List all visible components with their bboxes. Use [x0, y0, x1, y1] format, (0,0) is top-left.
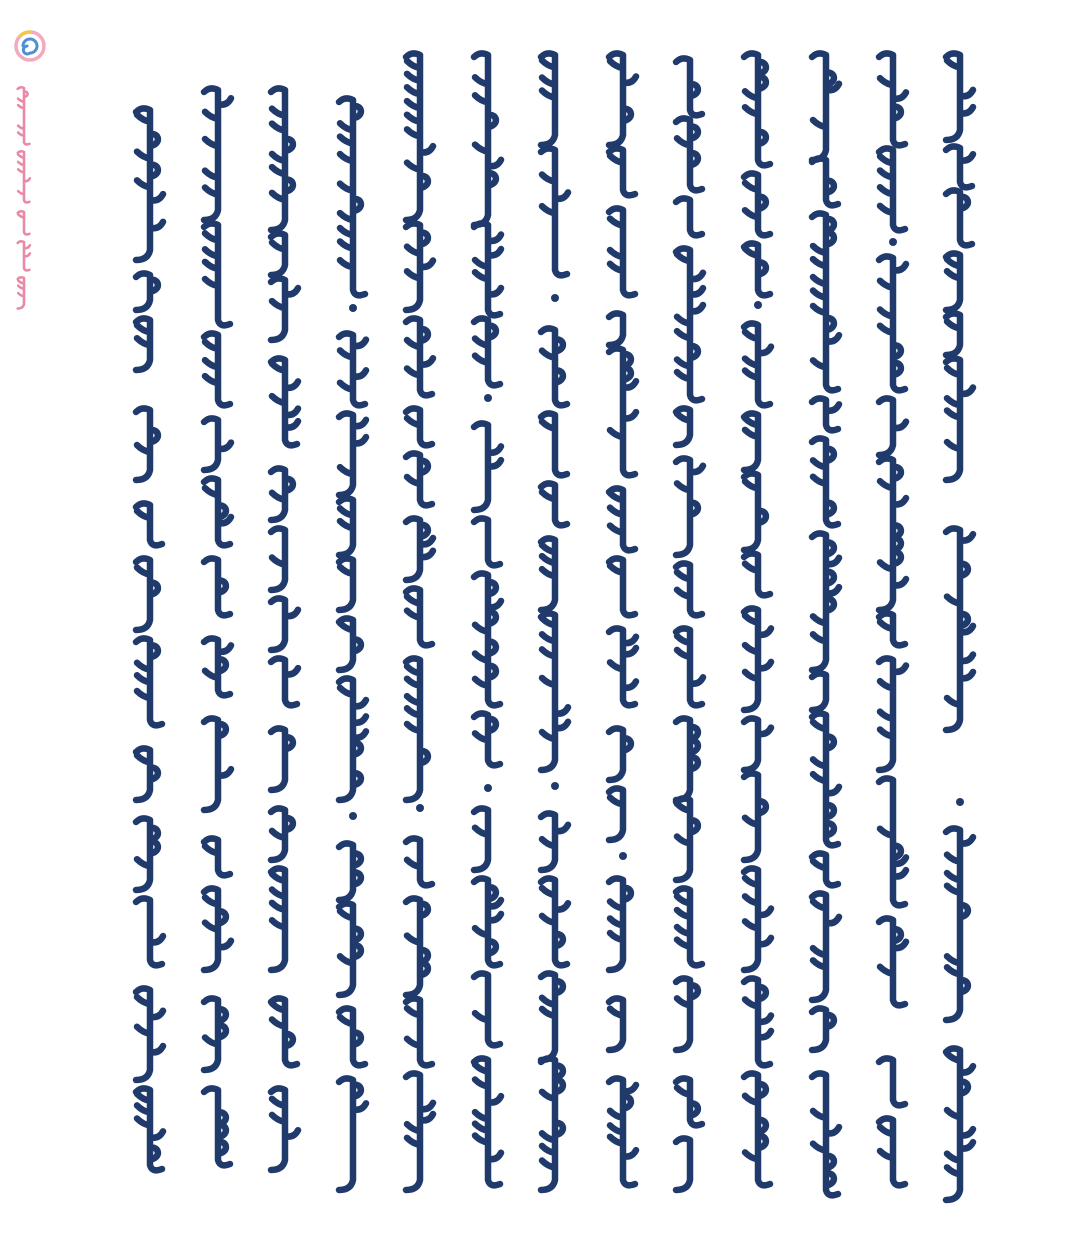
punctuation-mark	[484, 394, 492, 402]
punctuation-mark	[619, 852, 627, 860]
punctuation-mark	[889, 238, 897, 246]
punctuation-mark	[349, 812, 357, 820]
punctuation-mark	[551, 294, 559, 302]
punctuation-mark	[484, 784, 492, 792]
punctuation-mark	[349, 304, 357, 312]
punctuation-mark	[416, 804, 424, 812]
punctuation-mark	[956, 798, 964, 806]
punctuation-mark	[754, 301, 762, 309]
punctuation-mark	[551, 782, 559, 790]
